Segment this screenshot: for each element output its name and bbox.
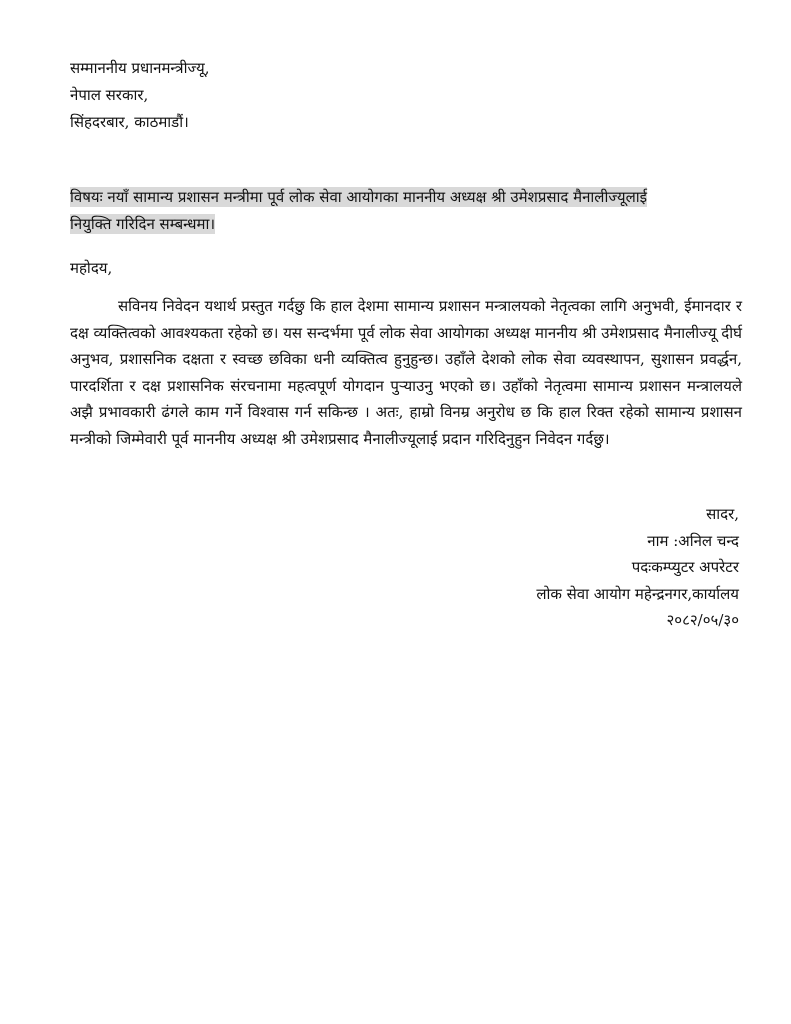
subject-line: नियुक्ति गरिदिन सम्बन्धमा।: [70, 215, 216, 233]
recipient-address: [70, 55, 210, 136]
closing: सादर,: [706, 505, 739, 523]
recipient-line: नेपाल सरकार,: [70, 86, 149, 104]
subject-line: विषयः नयाँ सामान्य प्रशासन मन्त्रीमा पूर्व लोक सेवा आयोगका माननीय अध्यक्ष श्री उमेशप्रसाद मैनालीज्यूलाई: [70, 188, 648, 206]
sender-name: नाम :अनिल चन्द: [647, 531, 739, 550]
recipient-line: सिंहदरबार, काठमाडौं।: [70, 113, 189, 131]
sender-designation: पदःकम्प्युटर अपरेटर: [631, 558, 739, 576]
recipient-line: सम्माननीय प्रधानमन्त्रीज्यू,: [70, 59, 210, 77]
salutation: महोदय,: [70, 259, 113, 277]
sender-office: लोक सेवा आयोग महेन्द्रनगर,कार्यालय: [536, 584, 739, 603]
letter-body: सविनय निवेदन यथार्थ प्रस्तुत गर्दछु कि हाल देशमा सामान्य प्रशासन मन्त्रालयको नेतृत्वका लागि अनुभवी, ईमानदार र दक्ष व्यक्तित्वको आवश्यकता रहेको छ। यस सन्दर्भमा पूर्व लोक सेवा आयोगका अध्यक्ष माननीय श्री उमेशप्रसाद मैनालीज्यू दीर्घ अनुभव, प्रशासनिक दक्षता र स्वच्छ छविका धनी व्यक्तित्व हुनुहुन्छ। उहाँले देशको लोक सेवा व्यवस्थापन, सुशासन प्रवर्द्धन, पारदर्शिता र दक्ष प्रशासनिक संरचनामा महत्वपूर्ण योगदान पुऱ्याउनु भएको छ। उहाँको नेतृत्वमा सामान्य प्रशासन मन्त्रालयले अझै प्रभावकारी ढंगले काम गर्ने विश्वास गर्न सकिन्छ । अतः, हाम्रो विनम्र अनुरोध छ कि हाल रिक्त रहेको सामान्य प्रशासन मन्त्रीको जिम्मेवारी पूर्व माननीय अध्यक्ष श्री उमेशप्रसाद मैनालीज्यूलाई प्रदान गरिदिनुहुन निवेदन गर्दछु।: [70, 297, 742, 448]
letter-date: २०८२/०५/३०: [666, 611, 739, 629]
subject-block: [70, 184, 742, 238]
signature-block: [536, 501, 739, 634]
